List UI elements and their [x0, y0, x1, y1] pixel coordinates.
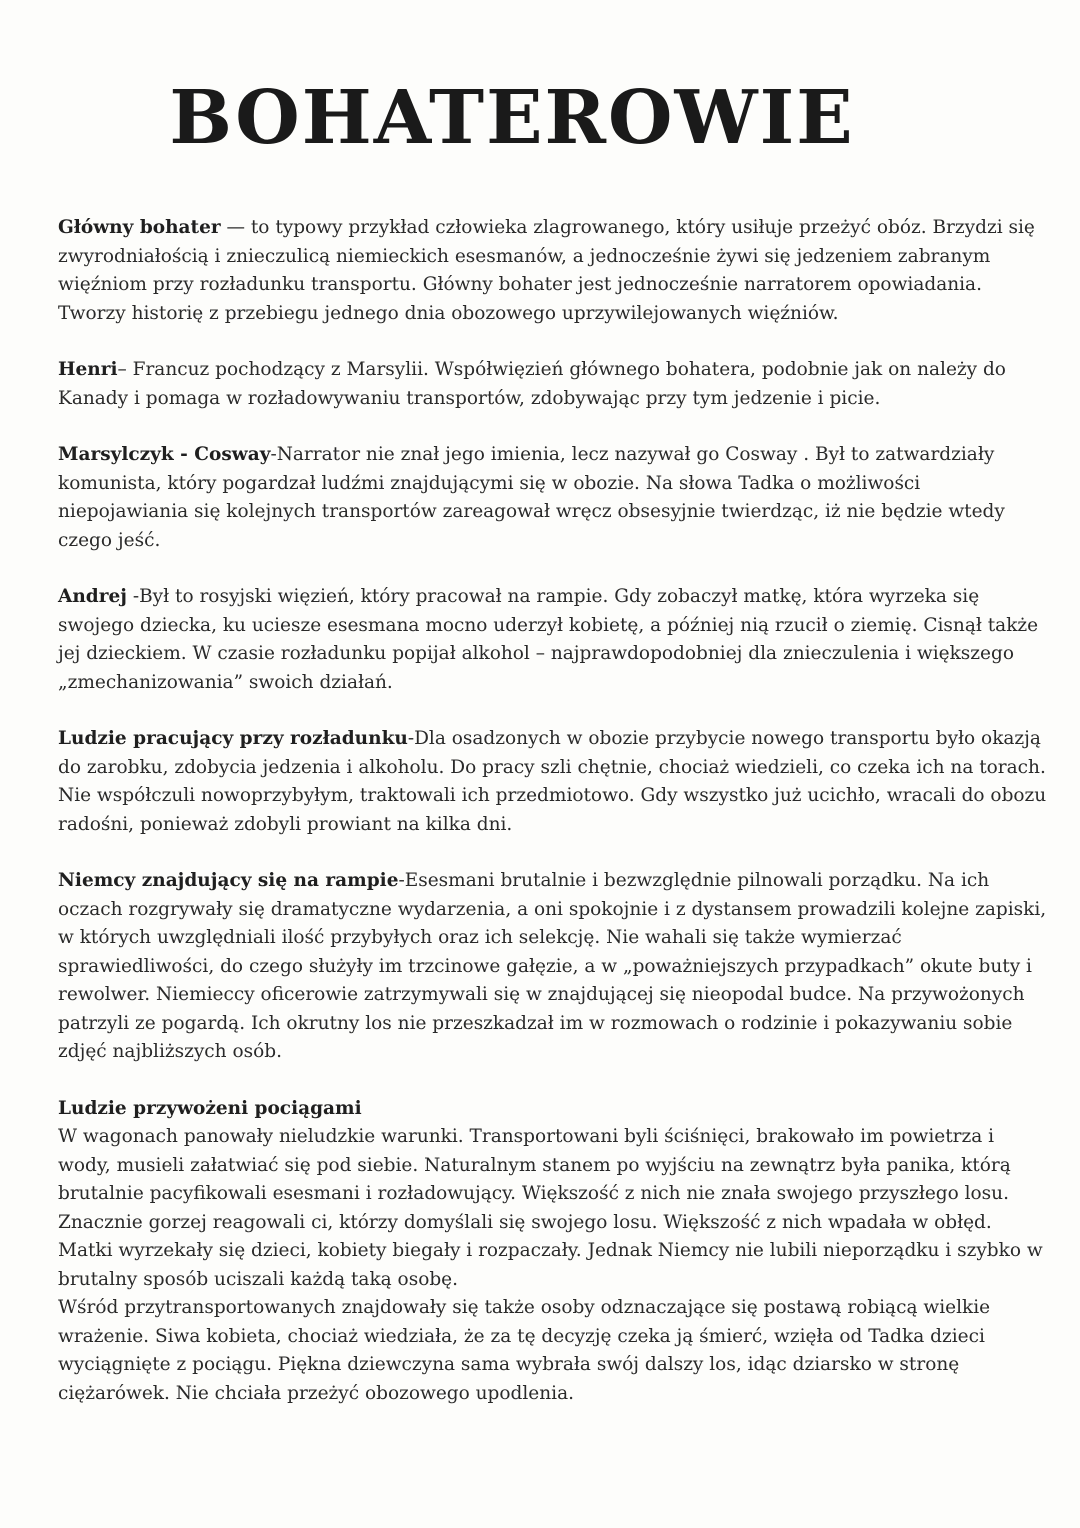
page-title: BOHATEROWIE: [169, 75, 855, 161]
character-description: -Esesmani brutalnie i bezwzględnie pilnowali porządku. Na ich oczach rozgrywały się dramatyczne wydarzenia, a oni spokojnie i z dystansem prowadzili kolejne zapiski, w których uwzględniali ilość przybyłych oraz ich selekcję. Nie wahali się także wymierzać sprawiedliwości, do czego służyły im trzcinowe gałęzie, a w „poważniejszych przypadkach” okute buty i rewolwer. Niemieccy oficerowie zatrzymywali się w znajdującej się nieopodal budce. Na przywożonych patrzyli ze pogardą. Ich okrutny los nie przeszkadzał im w rozmowach o rodzinie i pokazywaniu sobie zdjęć najbliższych osób.: [58, 870, 1047, 1062]
character-description: – Francuz pochodzący z Marsylii. Współwięzień głównego bohatera, podobnie jak on należy do Kanady i pomaga w rozładowywaniu transportów, zdobywając przy tym jedzenie i picie.: [58, 359, 1006, 409]
character-name: Ludzie pracujący przy rozładunku: [58, 728, 408, 749]
character-description: W wagonach panowały nieludzkie warunki. Transportowani byli ściśnięci, brakowało im powietrza i wody, musieli załatwiać się pod siebie. Naturalnym stanem po wyjściu na zewnątrz była panika, którą brutalnie pacyfikowali esesmani i rozładowujący. Większość z nich nie znała swojego przyszłego losu. Znacznie gorzej reagowali ci, którzy domyślali się swojego losu. Większość z nich wpadała w obłęd. Matki wyrzekały się dzieci, kobiety biegały i rozpaczały. Jednak Niemcy nie lubili nieporządku i szybko w brutalny sposób uciszali każdą taką osobę.: [58, 1126, 1043, 1290]
character-section-main-hero: [58, 214, 1048, 328]
character-description: -Był to rosyjski więzień, który pracował na rampie. Gdy zobaczył matkę, która wyrzeka się swojego dziecka, ku uciesze esesmana mocno uderzył kobietę, a później nią rzucił o ziemię. Cisnął także jej dzieckiem. W czasie rozładunku popijał alkohol – najprawdopodobniej dla znieczulenia i większego „zmechanizowania” swoich działań.: [58, 586, 1039, 693]
character-section-germans: [58, 867, 1048, 1067]
character-description: — to typowy przykład człowieka zlagrowanego, który usiłuje przeżyć obóz. Brzydzi się zwyrodniałością i znieczulicą niemieckich esesmanów, a jednocześnie żywi się jedzeniem zabranym więźniom przy rozładunku transportu. Główny bohater jest jednocześnie narratorem opowiadania. Tworzy historię z przebiegu jednego dnia obozowego uprzywilejowanych więźniów.: [58, 217, 1035, 324]
character-name: Ludzie przywożeni pociągami: [58, 1097, 362, 1119]
character-section-cosway: [58, 441, 1048, 555]
character-description-continued: Wśród przytransportowanych znajdowały się także osoby odznaczające się postawą robiącą wielkie wrażenie. Siwa kobieta, chociaż wiedziała, że za tę decyzję czeka ją śmierć, wzięła od Tadka dzieci wyciągnięte z pociągu. Piękna dziewczyna sama wybrała swój dalszy los, idąc dziarsko w stronę ciężarówek. Nie chciała przeżyć obozowego upodlenia.: [58, 1297, 991, 1404]
character-description: -Narrator nie znał jego imienia, lecz nazywał go Cosway . Był to zatwardziały komunista, który pogardzał ludźmi znajdującymi się w obozie. Na słowa Tadka o możliwości niepojawiania się kolejnych transportów zareagował wręcz obsesyjnie twierdząc, iż nie będzie wtedy czego jeść.: [58, 444, 1005, 551]
document-body: [58, 214, 1048, 1408]
character-section-henri: [58, 356, 1048, 413]
character-section-andrej: [58, 583, 1048, 697]
character-name: Niemcy znajdujący się na rampie: [58, 870, 399, 891]
character-name: Andrej: [58, 586, 127, 607]
character-name: Marsylczyk - Cosway: [58, 444, 271, 465]
character-description: -Dla osadzonych w obozie przybycie nowego transportu było okazją do zarobku, zdobycia jedzenia i alkoholu. Do pracy szli chętnie, chociaż wiedzieli, co czeka ich na torach. Nie współczuli nowoprzybyłym, traktowali ich przedmiotowo. Gdy wszystko już ucichło, wracali do obozu radośni, ponieważ zdobyli prowiant na kilka dni.: [58, 728, 1047, 835]
character-section-transported: [58, 1095, 1048, 1409]
character-section-unloaders: [58, 725, 1048, 839]
character-name: Główny bohater: [58, 217, 221, 238]
character-name: Henri: [58, 359, 118, 380]
